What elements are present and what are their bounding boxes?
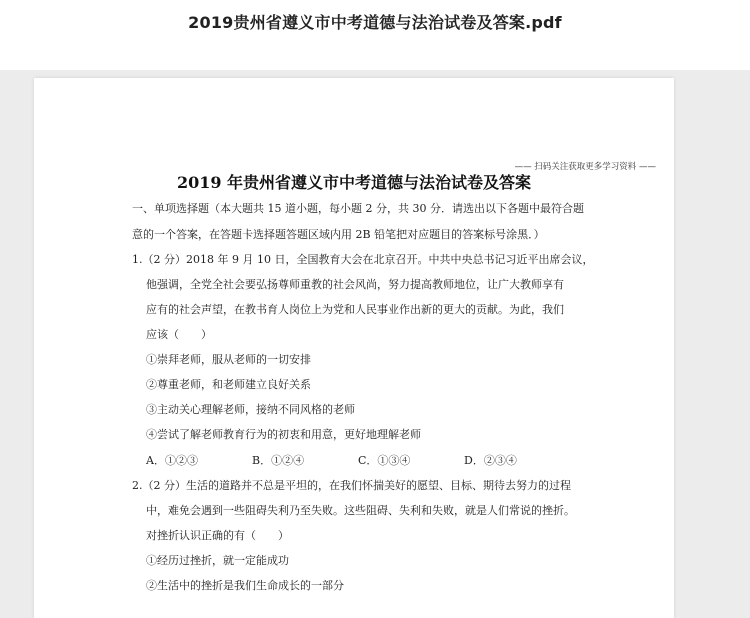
- section-intro-line-1: 一、单项选择题（本大题共 15 道小题，每小题 2 分，共 30 分．请选出以下各题中最符合题: [132, 202, 584, 215]
- question-2-item-1: ①经历过挫折，就一定能成功: [146, 554, 289, 567]
- question-1-item-2: ②尊重老师，和老师建立良好关系: [146, 378, 311, 391]
- question-1-line-3: 应有的社会声望，在教书育人岗位上为党和人民事业作出新的更大的贡献。为此，我们: [146, 303, 564, 316]
- question-1-options: [146, 454, 566, 468]
- question-1-line-1: 1.（2 分）2018 年 9 月 10 日，全国教育大会在北京召开。中共中央总书记习近平出席会议，: [132, 253, 594, 266]
- title-bar: [0, 0, 750, 70]
- question-2-line-3: 对挫折认识正确的有（ ）: [146, 529, 289, 542]
- question-2-line-1: 2.（2 分）生活的道路并不总是平坦的，在我们怀揣美好的愿望、目标、期待去努力的过程: [132, 479, 571, 492]
- pdf-page: [34, 78, 674, 618]
- question-1-item-1: ①崇拜老师，服从老师的一切安排: [146, 353, 311, 366]
- question-1-option-d: D．②③④: [464, 454, 517, 467]
- watermark-text: —— 扫码关注获取更多学习资料 ——: [514, 162, 656, 172]
- question-1-option-a: A．①②③: [146, 454, 198, 467]
- question-1-line-4: 应该（ ）: [146, 328, 212, 341]
- question-1-item-3: ③主动关心理解老师，接纳不同风格的老师: [146, 403, 355, 416]
- question-2-item-2: ②生活中的挫折是我们生命成长的一部分: [146, 579, 344, 592]
- question-2-line-2: 中，难免会遇到一些阻碍失利乃至失败。这些阻碍、失利和失败，就是人们常说的挫折。: [146, 504, 575, 517]
- question-1-item-4: ④尝试了解老师教育行为的初衷和用意，更好地理解老师: [146, 428, 421, 441]
- pdf-viewer[interactable]: [0, 70, 750, 590]
- question-1-line-2: 他强调，全党全社会要弘扬尊师重教的社会风尚，努力提高教师地位，让广大教师享有: [146, 278, 564, 291]
- document-heading: 2019 年贵州省遵义市中考道德与法治试卷及答案: [176, 173, 532, 192]
- question-1-option-c: C．①③④: [358, 454, 411, 467]
- section-intro-line-2: 意的一个答案，在答题卡选择题答题区域内用 2B 铅笔把对应题目的答案标号涂黑．）: [132, 228, 545, 241]
- question-1-option-b: B．①②④: [252, 454, 305, 467]
- document-filename: 2019贵州省遵义市中考道德与法治试卷及答案.pdf: [188, 13, 562, 32]
